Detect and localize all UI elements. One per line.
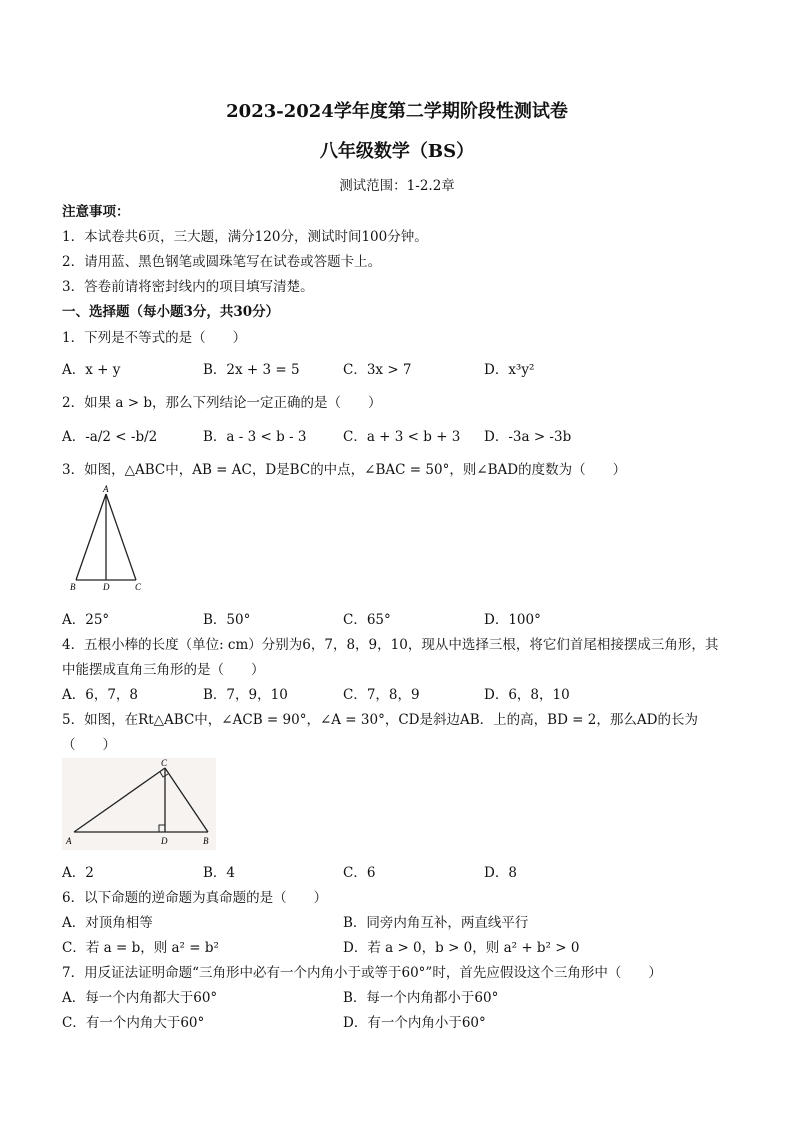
note-item: 1．本试卷共6页，三大题，满分120分，测试时间100分钟。 xyxy=(62,229,428,245)
vertex-label: D xyxy=(161,836,168,846)
question-7-option-b: B．每一个内角都小于60° xyxy=(343,990,499,1006)
note-item: 2．请用蓝、黑色钢笔或圆珠笔写在试卷或答题卡上。 xyxy=(62,254,382,270)
vertex-label: C xyxy=(161,758,168,768)
question-6-option-a: A．对顶角相等 xyxy=(62,915,153,931)
question-7-option-d: D．有一个内角小于60° xyxy=(343,1015,486,1031)
vertex-label: A xyxy=(103,484,109,494)
question-2-option-c: C．a + 3 < b + 3 xyxy=(343,429,461,445)
question-1-option-a: A．x + y xyxy=(62,362,121,378)
question-5-option-b: B．4 xyxy=(203,865,236,881)
isosceles-triangle-figure xyxy=(62,482,150,594)
vertex-label: B xyxy=(203,836,209,846)
question-1-option-b: B．2x + 3 = 5 xyxy=(203,362,300,378)
question-3-option-c: C．65° xyxy=(343,612,391,628)
vertex-label: A xyxy=(66,836,72,846)
question-6-option-d: D．若 a > 0，b > 0，则 a² + b² > 0 xyxy=(343,940,580,956)
question-3-option-a: A．25° xyxy=(62,612,110,628)
question-2-option-d: D．-3a > -3b xyxy=(484,429,572,445)
question-3-option-d: D．100° xyxy=(484,612,541,628)
vertex-label: D xyxy=(103,582,110,592)
question-3-option-b: B．50° xyxy=(203,612,251,628)
vertex-label: C xyxy=(135,582,142,592)
question-2-option-a: A．-a/2 < -b/2 xyxy=(62,429,158,445)
question-5-option-a: A．2 xyxy=(62,865,94,881)
question-4-option-b: B．7，9，10 xyxy=(203,687,288,703)
section-heading: 一、选择题（每小题3分，共30分） xyxy=(62,304,280,320)
question-3-stem: 3．如图，△ABC中，AB = AC，D是BC的中点，∠BAC = 50°，则∠BAD的度数为（ ） xyxy=(62,462,627,478)
right-triangle-figure xyxy=(62,758,216,850)
question-7-stem: 7．用反证法证明命题“三角形中必有一个内角小于或等于60°”时，首先应假设这个三角形中（ ） xyxy=(62,965,662,981)
notes-heading: 注意事项： xyxy=(62,204,130,220)
question-2-option-b: B．a - 3 < b - 3 xyxy=(203,429,307,445)
question-6-option-b: B．同旁内角互补，两直线平行 xyxy=(343,915,529,931)
question-4-option-d: D．6，8，10 xyxy=(484,687,570,703)
question-7-option-a: A．每一个内角都大于60° xyxy=(62,990,218,1006)
test-scope: 测试范围：1-2.2章 xyxy=(339,178,455,194)
question-4-option-a: A．6，7，8 xyxy=(62,687,139,703)
note-item: 3．答卷前请将密封线内的项目填写清楚。 xyxy=(62,279,314,295)
vertex-label: B xyxy=(70,582,76,592)
question-5-option-d: D．8 xyxy=(484,865,517,881)
question-5-option-c: C．6 xyxy=(343,865,376,881)
question-6-stem: 6．以下命题的逆命题为真命题的是（ ） xyxy=(62,890,328,906)
question-4-stem-cont: 中能摆成直角三角形的是（ ） xyxy=(62,662,265,678)
question-4-option-c: C．7，8，9 xyxy=(343,687,420,703)
exam-title: 2023-2024学年度第二学期阶段性测试卷 xyxy=(226,101,568,122)
exam-subtitle: 八年级数学（BS） xyxy=(319,141,475,162)
question-7-option-c: C．有一个内角大于60° xyxy=(62,1015,205,1031)
question-2-stem: 2．如果 a > b，那么下列结论一定正确的是（ ） xyxy=(62,395,382,411)
question-5-stem-cont: （ ） xyxy=(62,737,116,753)
question-5-stem: 5．如图，在Rt△ABC中，∠ACB = 90°，∠A = 30°，CD是斜边AB．上的高，BD = 2，那么AD的长为 xyxy=(62,712,698,728)
question-4-stem: 4．五根小棒的长度（单位: cm）分别为6，7，8，9，10，现从中选择三根，将它们首尾相接摆成三角形，其 xyxy=(62,637,719,653)
question-1-option-d: D．x³y² xyxy=(484,362,535,378)
question-1-option-c: C．3x > 7 xyxy=(343,362,412,378)
question-6-option-c: C．若 a = b，则 a² = b² xyxy=(62,940,219,956)
question-1-stem: 1．下列是不等式的是（ ） xyxy=(62,330,247,346)
